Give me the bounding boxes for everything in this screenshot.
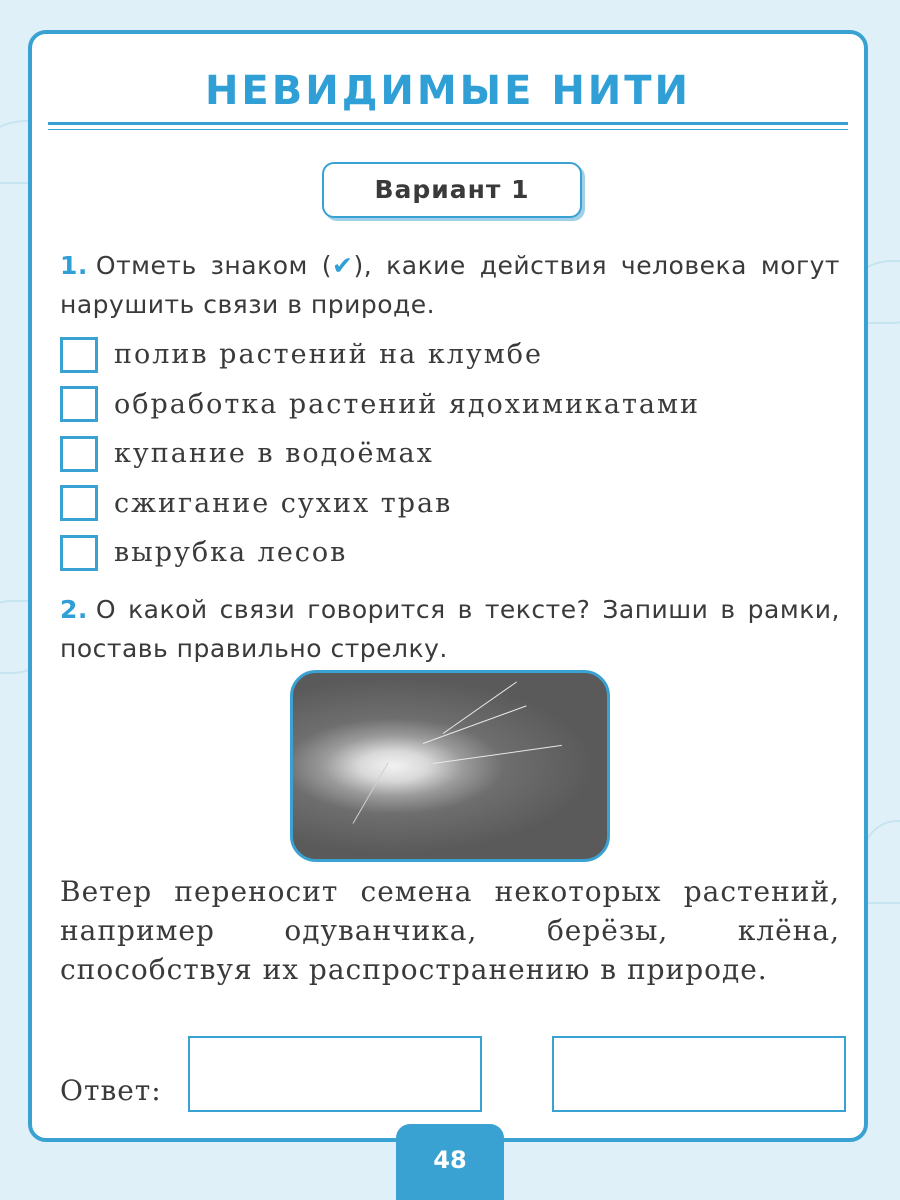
reading-passage: Ветер переносит семена некоторых растений, например одуванчика, берёзы, клёна, способствуя их распространению в природе.	[60, 875, 840, 986]
option-label: сжигание сухих трав	[114, 487, 453, 519]
option-label: вырубка лесов	[114, 537, 348, 569]
option-checkbox[interactable]	[60, 485, 98, 521]
seed-streak	[433, 745, 562, 764]
option-label: купание в водоёмах	[114, 438, 434, 470]
answer-box-left[interactable]	[188, 1036, 482, 1112]
option-row[interactable]	[60, 528, 700, 578]
seed-streak	[353, 763, 389, 824]
question-1-text	[60, 246, 840, 324]
option-checkbox[interactable]	[60, 386, 98, 422]
option-row[interactable]	[60, 330, 700, 380]
worksheet-page	[28, 30, 868, 1142]
question-2-text	[60, 590, 840, 668]
question-1-prompt-start: Отметь знаком (	[95, 251, 333, 280]
question-1-prompt-end: ), какие действия человека могут нарушить связи в природе.	[60, 251, 840, 319]
page-title: НЕВИДИМЫЕ НИТИ	[204, 68, 692, 114]
option-checkbox[interactable]	[60, 436, 98, 472]
variant-label: Вариант 1	[322, 162, 582, 218]
option-checkbox[interactable]	[60, 337, 98, 373]
page-number: 48	[396, 1124, 504, 1200]
option-label: обработка растений ядохимикатами	[114, 388, 701, 420]
question-2-prompt: О какой связи говорится в тексте? Запиши в рамки, поставь правильно стрелку.	[60, 595, 840, 663]
dandelion-photo	[290, 670, 610, 862]
question-1-options	[60, 330, 700, 578]
option-row[interactable]	[60, 429, 700, 479]
title-rule	[48, 122, 848, 125]
question-1-number: 1.	[60, 251, 88, 280]
option-row[interactable]	[60, 380, 700, 430]
option-checkbox[interactable]	[60, 535, 98, 571]
option-row[interactable]	[60, 479, 700, 529]
title-rule-thin	[48, 129, 848, 130]
answer-box-right[interactable]	[552, 1036, 846, 1112]
answer-label: Ответ:	[60, 1074, 162, 1107]
option-label: полив растений на клумбе	[114, 339, 543, 371]
seed-streak	[443, 681, 517, 733]
check-mark-icon: ✔	[332, 251, 354, 280]
question-2-number: 2.	[60, 595, 88, 624]
